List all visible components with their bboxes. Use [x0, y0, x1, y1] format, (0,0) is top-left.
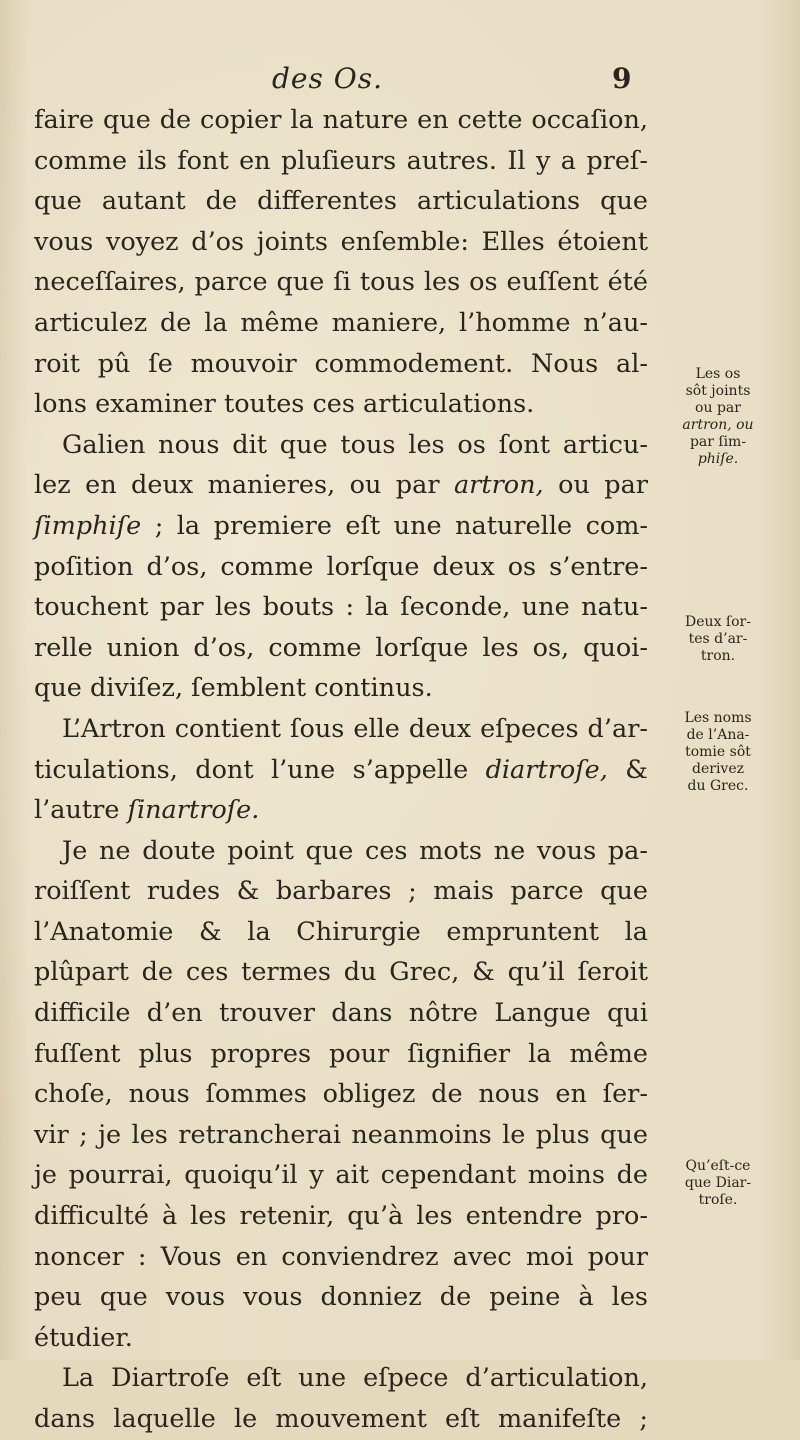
margin-note-line: tomie sôt: [685, 744, 751, 760]
text-line: ſimphiſe ; la premiere eſt une naturelle com-: [34, 510, 648, 541]
margin-note-line: du Grec.: [687, 778, 749, 794]
margin-note-line: tes d’ar-: [688, 631, 748, 647]
text-line: choſe, nous ſommes obligez de nous en ſer-: [34, 1079, 648, 1110]
text-line: relle union d’os, comme lorſque les os, quoi-: [34, 632, 648, 663]
page-header: [0, 62, 800, 102]
text-line: roit pû ſe mouvoir commodement. Nous al-: [34, 348, 648, 379]
margin-note-line: artron, ou: [682, 417, 754, 433]
text-line: que autant de differentes articulations que: [34, 186, 648, 217]
margin-note-articulations: [654, 366, 782, 468]
margin-note-line: Deux ſor-: [685, 614, 751, 630]
text-line: étudier.: [34, 1322, 133, 1353]
margin-note-line: phiſe.: [697, 451, 739, 467]
text-line: fuſſent plus propres pour ſignifier la même: [34, 1038, 648, 1069]
text-line: dans laquelle le mouvement eſt manifeſte ;: [34, 1404, 648, 1434]
text-line: noncer : Vous en conviendrez avec moi pour: [34, 1241, 648, 1272]
text-line: neceſſaires, parce que ſi tous les os euſſent été: [34, 267, 648, 298]
text-line: vir ; je les retrancherai neanmoins le plus que: [34, 1119, 648, 1150]
margin-note-line: Qu’eſt-ce: [685, 1158, 751, 1174]
text-line: Galien nous dit que tous les os ſont articu-: [62, 429, 648, 460]
text-line: l’Anatomie & la Chirurgie empruntent la: [34, 916, 648, 947]
text-line: La Diartroſe eſt une eſpece d’articulation,: [62, 1363, 648, 1394]
text-line: ticulations, dont l’une s’appelle diartroſe, &: [34, 754, 648, 785]
margin-note-diartrose: [654, 1158, 782, 1209]
margin-note-line: troſe.: [698, 1192, 738, 1208]
text-line: Je ne doute point que ces mots ne vous pa-: [62, 835, 648, 866]
text-line: difficile d’en trouver dans nôtre Langue qui: [34, 998, 648, 1029]
running-head: des Os.: [272, 62, 383, 95]
text-line: comme ils font en pluſieurs autres. Il y a preſ-: [34, 145, 648, 176]
text-line: touchent par les bouts : la ſeconde, une natu-: [34, 592, 648, 623]
text-line: L’Artron contient ſous elle deux eſpeces d’ar-: [62, 713, 648, 744]
text-line: difficulté à les retenir, qu’à les entendre pro-: [34, 1201, 648, 1232]
margin-note-line: que Diar-: [684, 1175, 752, 1191]
margin-note-line: sôt joints: [685, 383, 751, 399]
margin-note-line: derivez: [692, 761, 744, 777]
margin-note-line: Les os: [695, 366, 741, 382]
text-line: faire que de copier la nature en cette occaſion,: [34, 105, 648, 135]
margin-note-line: ou par: [695, 400, 741, 416]
margin-note-line: Les noms: [684, 710, 752, 726]
text-line: l’autre ſinartroſe.: [34, 795, 260, 826]
margin-note-line: par ſim-: [689, 434, 747, 450]
main-text-block: [34, 100, 648, 1440]
text-line: que diviſez, ſemblent continus.: [34, 673, 433, 704]
margin-note-artron: [654, 614, 782, 665]
text-line: peu que vous vous donniez de peine à les: [34, 1282, 648, 1313]
text-line: roiſſent rudes & barbares ; mais parce que: [34, 876, 648, 907]
margin-note-line: de l’Ana-: [686, 727, 750, 743]
text-line: je pourrai, quoiqu’il y ait cependant moins de: [34, 1160, 648, 1191]
text-line: articulez de la même maniere, l’homme n’au-: [34, 307, 648, 338]
margin-note-line: tron.: [700, 648, 736, 664]
text-line: poſition d’os, comme lorſque deux os s’entre-: [34, 551, 648, 582]
text-line: lez en deux manieres, ou par artron, ou par: [34, 470, 648, 501]
text-line: lons examiner toutes ces articulations.: [34, 389, 535, 420]
text-line: plûpart de ces termes du Grec, & qu’il ſeroit: [34, 957, 648, 988]
text-line: vous voyez d’os joints enſemble: Elles étoient: [34, 226, 648, 257]
page-number: 9: [612, 62, 632, 95]
margin-note-greek-terms: [654, 710, 782, 795]
